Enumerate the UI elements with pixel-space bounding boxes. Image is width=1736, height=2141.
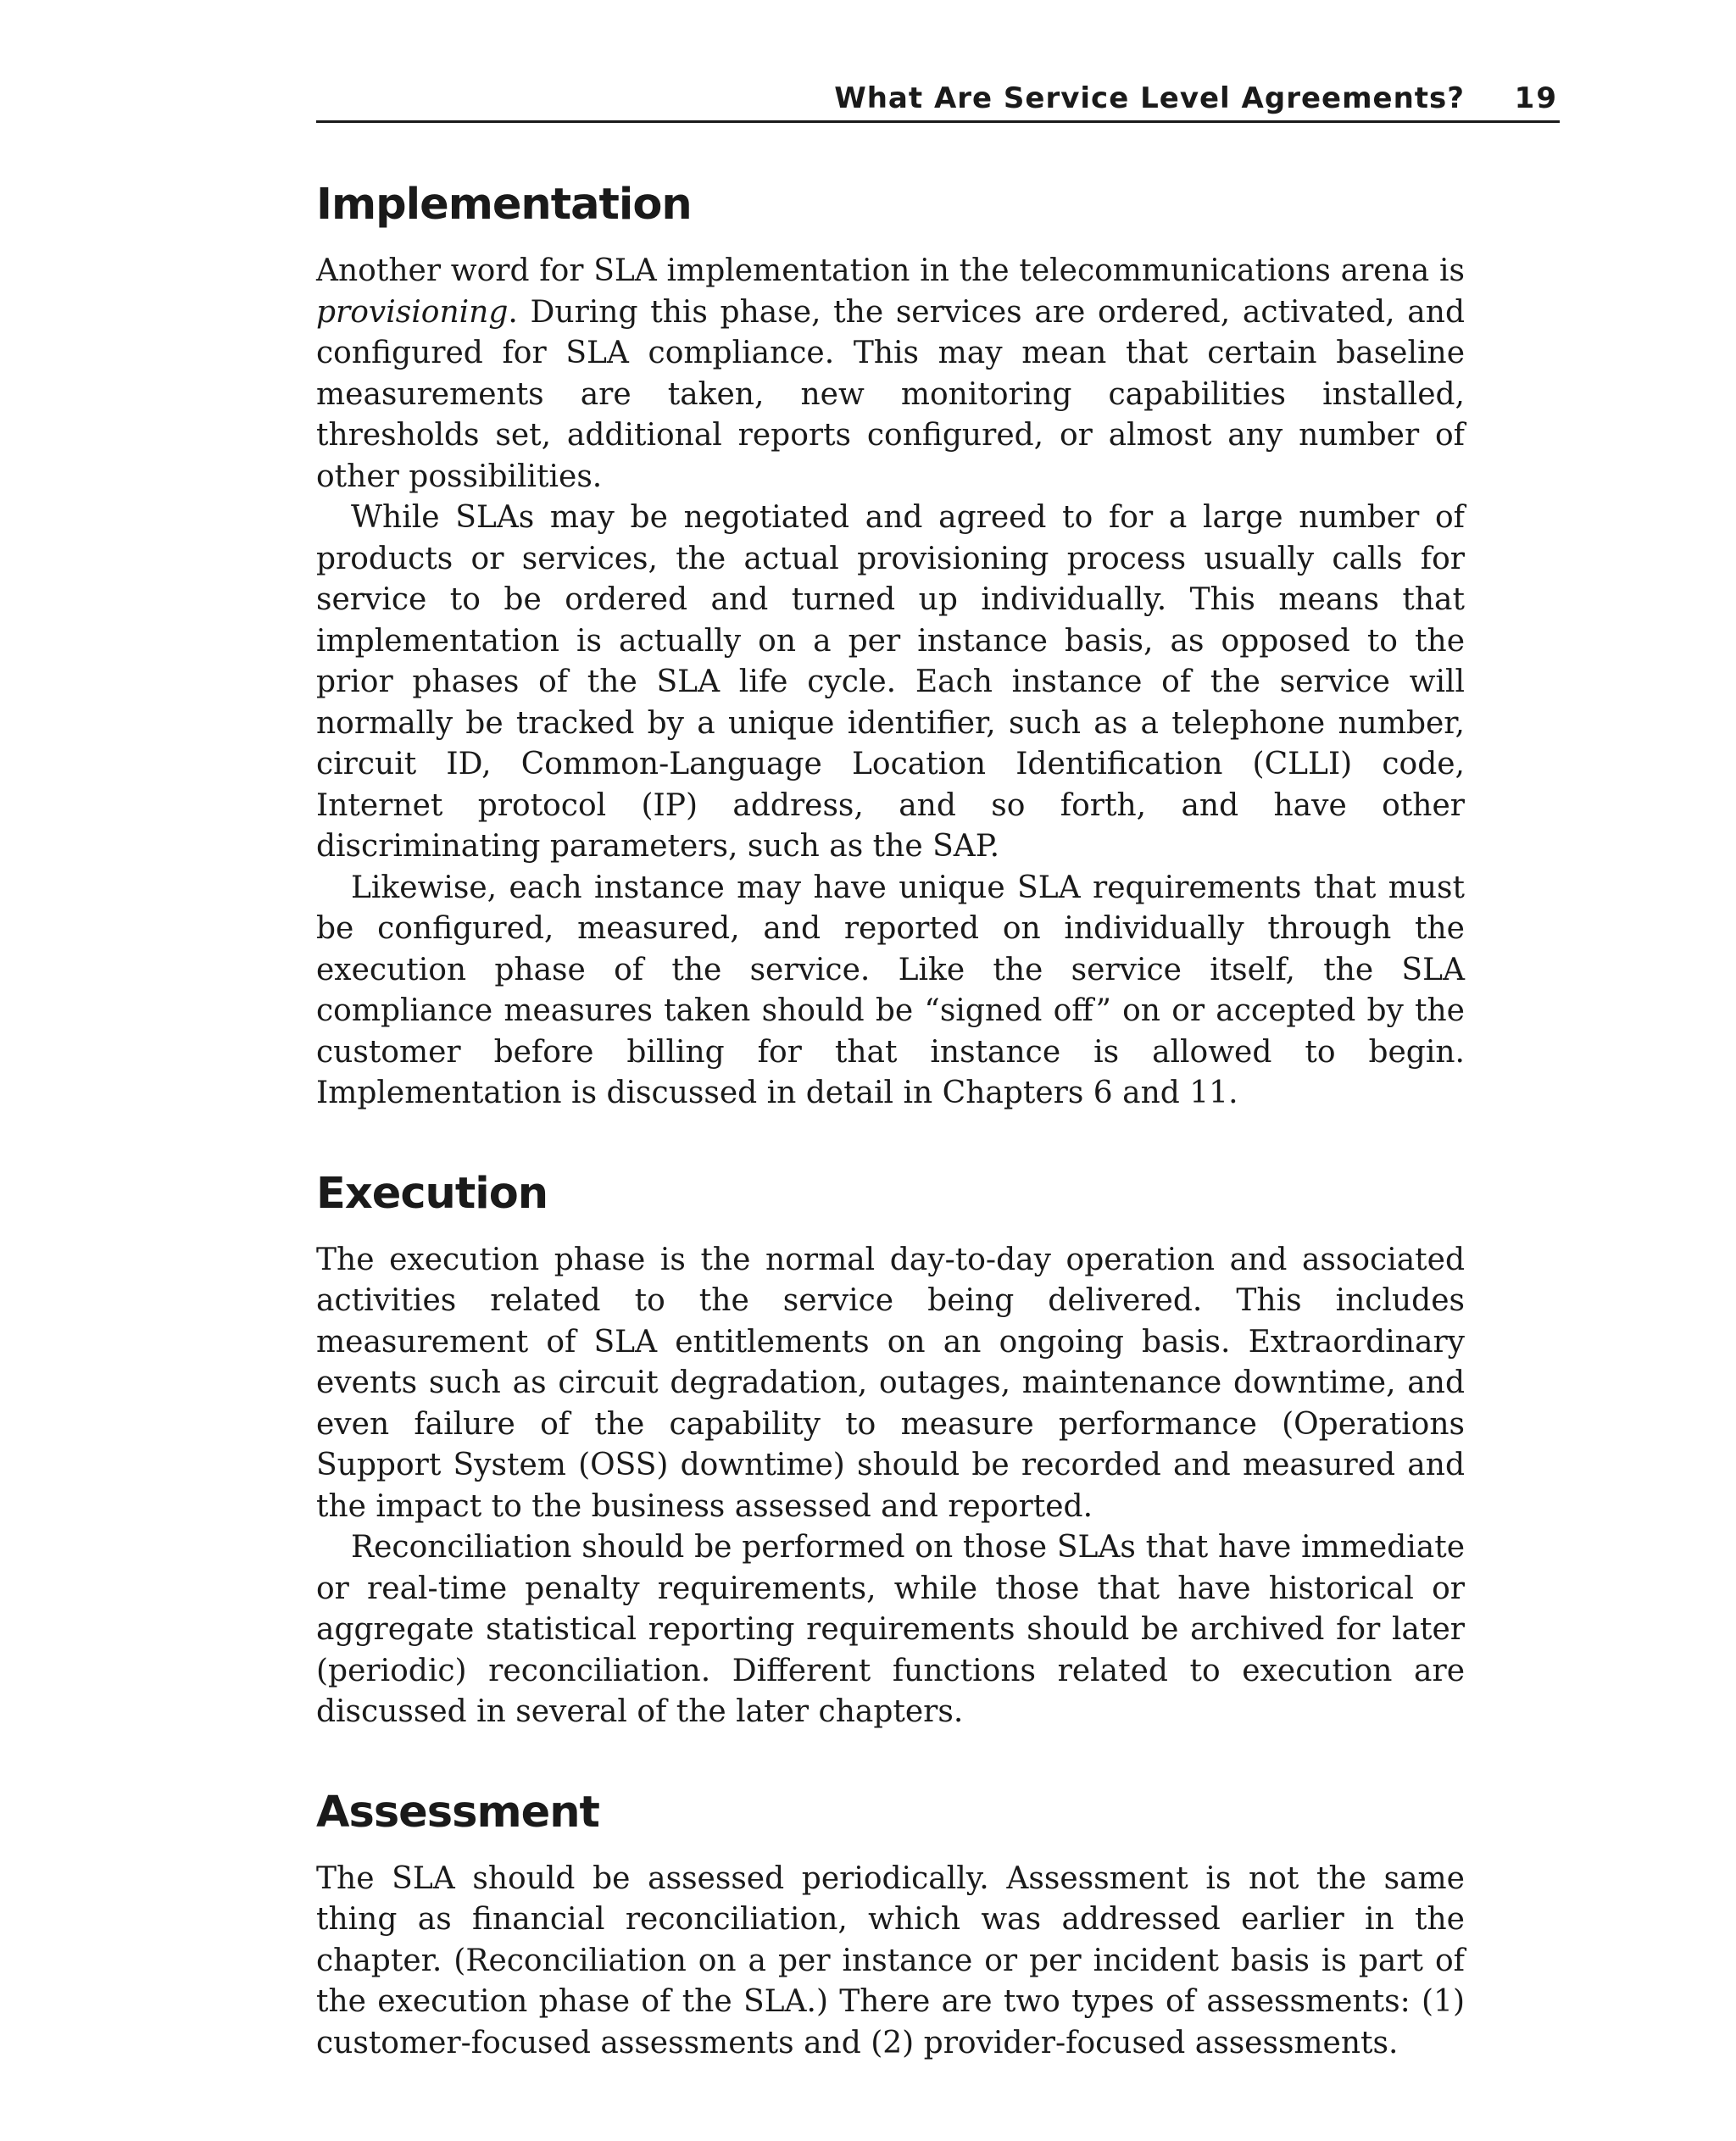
paragraph: While SLAs may be negotiated and agreed to for a large number of products or services, the actual provisioning process usually calls for service to be ordered and turned up individually. This means that implementation is actually on a per instance basis, as opposed to the prior phases of the SLA life cycle. Each instance of the service will normally be tracked by a unique identifier, such as a telephone number, circuit ID, Common-Language Location Identification (CLLI) code, Internet protocol (IP) address, and so forth, and have other discriminating parameters, such as the SAP. (316, 500, 1465, 864)
page-number: 19 (1514, 81, 1558, 115)
section-assessment (316, 1777, 1465, 2065)
paragraph (316, 251, 1465, 498)
page-body (316, 170, 1465, 2064)
section-execution (316, 1159, 1465, 1733)
paragraph: The SLA should be assessed periodically. Assessment is not the same thing as financial reconciliation, which was addressed earlier in the chapter. (Reconciliation on a per instance or per incident basis is part of the execution phase of the SLA.) There are two types of assessments: (1) customer-focused assessments and (2) provider-focused assessments. (316, 1860, 1465, 2060)
paragraph-text: Another word for SLA implementation in the telecommunications arena is (316, 253, 1465, 288)
running-head (316, 78, 1560, 123)
section-heading-assessment: Assessment (316, 1787, 599, 1838)
section-heading-implementation: Implementation (316, 180, 692, 230)
italic-term: provisioning (316, 294, 509, 330)
running-head-title: What Are Service Level Agreements? (834, 81, 1465, 115)
paragraph-text: . During this phase, the services are ordered, activated, and configured for SLA compliance. This may mean that certain baseline measurements are taken, new monitoring capabilities installed, thresholds set, additional reports configured, or almost any number of other possibilities. (316, 294, 1465, 494)
paragraph: Reconciliation should be performed on those SLAs that have immediate or real-time penalty requirements, while those that have historical or aggregate statistical reporting requirements should be archived for later (periodic) reconciliation. Different functions related to execution are discussed in several of the later chapters. (316, 1530, 1465, 1729)
paragraph: The execution phase is the normal day-to-day operation and associated activities related to the service being delivered. This includes measurement of SLA entitlements on an ongoing basis. Extraordinary events such as circuit degradation, outages, maintenance downtime, and even failure of the capability to measure performance (Operations Support System (OSS) downtime) should be recorded and measured and the impact to the business assessed and reported. (316, 1242, 1465, 1524)
paragraph: Likewise, each instance may have unique SLA requirements that must be configured, measured, and reported on individually through the execution phase of the service. Like the service itself, the SLA compliance measures taken should be “signed off” on or accepted by the customer before billing for that instance is allowed to begin. Implementation is discussed in detail in Chapters 6 and 11. (316, 870, 1465, 1110)
section-implementation (316, 170, 1465, 1115)
section-heading-execution: Execution (316, 1168, 548, 1219)
